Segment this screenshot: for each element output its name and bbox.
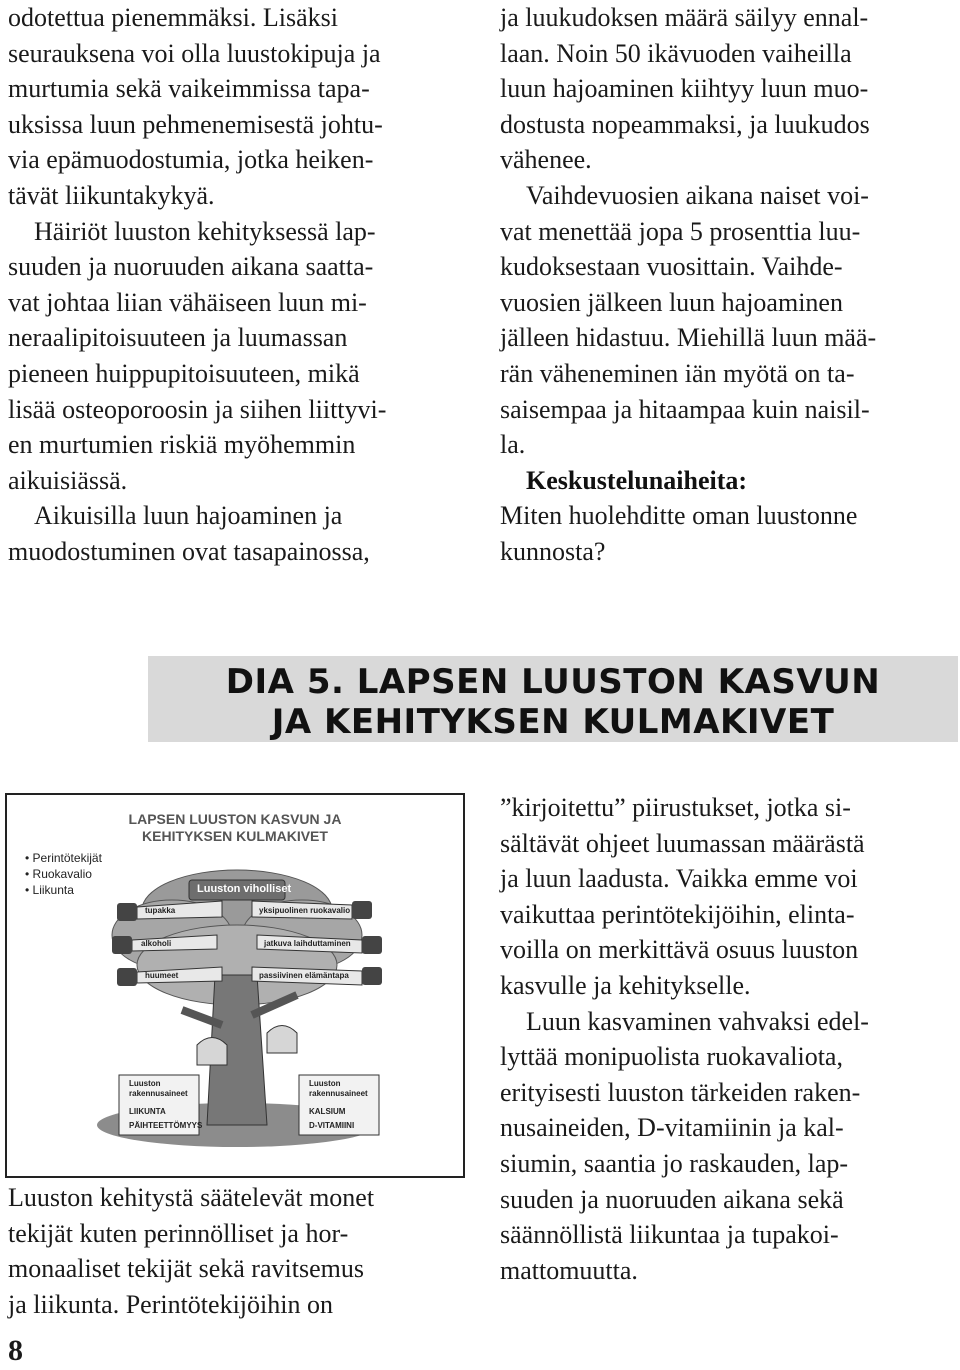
text-line: ja luukudoksen määrä säilyy ennal- [500, 3, 869, 32]
text-line: uksissa luun pehmenemisestä johtu- [8, 109, 383, 139]
saw-label: passiivinen elämäntapa [259, 971, 349, 980]
text-line: vat johtaa liian vähäiseen luun mi- [8, 287, 367, 317]
text-line: laan. Noin 50 ikävuoden vaiheilla [500, 38, 852, 68]
figure-caption-text [8, 1180, 468, 1322]
text-line: la. [500, 430, 526, 460]
text-line: en murtumien riskiä myöhemmin [8, 430, 356, 460]
sign-right-line: D-VITAMIINI [309, 1121, 355, 1130]
saw-label: tupakka [145, 906, 176, 915]
text-line: kasvulle ja kehitykselle. [500, 970, 751, 1000]
text-line: voilla on merkittävä osuus luuston [500, 935, 859, 965]
text-line: lyttää monipuolista ruokavaliota, [500, 1042, 843, 1072]
text-line: tekijät kuten perinnölliset ja hor- [8, 1218, 349, 1248]
text-line: erityisesti luuston tärkeiden raken- [500, 1077, 861, 1107]
enemies-label: Luuston viholliset [197, 883, 292, 895]
slide-bullet: • Ruokavalio [25, 867, 92, 881]
text-line: tävät liikuntakykyä. [8, 180, 215, 210]
banner-title-line1: DIA 5. LAPSEN LUUSTON KASVUN [225, 662, 881, 702]
text-line: vähenee. [500, 145, 592, 175]
text-line: säännöllistä liikuntaa ja tupakoi- [500, 1220, 839, 1250]
right-column-lower-text [500, 790, 955, 1288]
text-line: suuden ja nuoruuden aikana saatta- [8, 252, 374, 282]
text-line: jälleen hidastuu. Miehillä luun mää- [500, 323, 877, 353]
text-line: luun hajoaminen kiihtyy luun muo- [500, 74, 869, 104]
sign-right-line: Luuston [309, 1079, 341, 1088]
text-line: seurauksena voi olla luustokipuja ja [8, 38, 381, 68]
text-line: saisempaa ja hitaampaa kuin naisil- [500, 394, 870, 424]
text-line: lisää osteoporoosin ja siihen liittyvi- [8, 394, 387, 424]
banner-title-line2: JA KEHITYKSEN KULMAKIVET [271, 702, 835, 742]
sign-right-line: rakennusaineet [309, 1089, 368, 1098]
text-line: Luun kasvaminen vahvaksi edel- [526, 1006, 869, 1036]
discussion-heading: Keskustelunaiheita: [526, 465, 748, 495]
text-line: kunnosta? [500, 536, 606, 566]
sign-right-line: KALSIUM [309, 1107, 346, 1116]
tree-illustration [7, 795, 463, 1176]
text-line: murtumia sekä vaikeimmissa tapa- [8, 74, 370, 104]
slide-title-line1: LAPSEN LUUSTON KASVUN JA [128, 811, 342, 827]
text-line: ja luun laadusta. Vaikka emme voi [500, 864, 858, 894]
text-line: neraalipitoisuuteen ja luumassan [8, 323, 348, 353]
text-line: ”kirjoitettu” piirustukset, jotka si- [500, 793, 851, 822]
text-line: suuden ja nuoruuden aikana sekä [500, 1184, 844, 1214]
sign-left-line: PÄIHTEETTÖMYYS [129, 1121, 203, 1130]
left-column-text [8, 0, 458, 570]
text-line: nusaineiden, D-vitamiinin ja kal- [500, 1113, 844, 1143]
text-line: Vaihdevuosien aikana naiset voi- [526, 180, 869, 210]
text-line: Luuston kehitystä säätelevät monet [8, 1183, 375, 1212]
text-line: Aikuisilla luun hajoaminen ja [34, 501, 343, 531]
text-line: Miten huolehditte oman luustonne [500, 501, 858, 531]
text-line: muodostuminen ovat tasapainossa, [8, 536, 370, 566]
slide-title-line2: KEHITYKSEN KULMAKIVET [142, 828, 328, 844]
saw-label: alkoholi [141, 939, 172, 948]
text-line: Häiriöt luuston kehityksessä lap- [34, 216, 376, 246]
text-line: sältävät ohjeet luumassan määrästä [500, 828, 865, 858]
saw-label: huumeet [145, 971, 179, 980]
sign-left-line: LIIKUNTA [129, 1107, 166, 1116]
saw-label: jatkuva laihduttaminen [264, 939, 351, 948]
text-line: siumin, saantia jo raskauden, lap- [500, 1148, 849, 1178]
text-line: aikuisiässä. [8, 465, 128, 495]
saw-label: yksipuolinen ruokavalio [259, 906, 351, 915]
sign-left-line: Luuston [129, 1079, 161, 1088]
text-line: mattomuutta. [500, 1255, 638, 1285]
text-line: vaikuttaa perintötekijöihin, elinta- [500, 899, 855, 929]
text-line: kudoksestaan vuosittain. Vaihde- [500, 252, 843, 282]
text-line: pieneen huippupitoisuuteen, mikä [8, 358, 360, 388]
text-line: vat menettää jopa 5 prosenttia luu- [500, 216, 861, 246]
sign-left-line: rakennusaineet [129, 1089, 188, 1098]
text-line: odotettua pienemmäksi. Lisäksi [8, 3, 338, 32]
slide-bullet: • Liikunta [25, 883, 74, 897]
text-line: vuosien jälkeen luun hajoaminen [500, 287, 843, 317]
text-line: monaaliset tekijät sekä ravitsemus [8, 1254, 364, 1284]
right-column-text [500, 0, 955, 570]
text-line: via epämuodostumia, jotka heiken- [8, 145, 374, 175]
text-line: rän väheneminen iän myötä on ta- [500, 358, 855, 388]
slide-bullet: • Perintötekijät [25, 851, 102, 865]
text-line: ja liikunta. Perintötekijöihin on [8, 1289, 333, 1319]
page-number: 8 [8, 1334, 23, 1367]
section-banner [148, 656, 958, 742]
text-line: dostusta nopeammaksi, ja luukudos [500, 109, 870, 139]
slide-figure [5, 793, 465, 1178]
